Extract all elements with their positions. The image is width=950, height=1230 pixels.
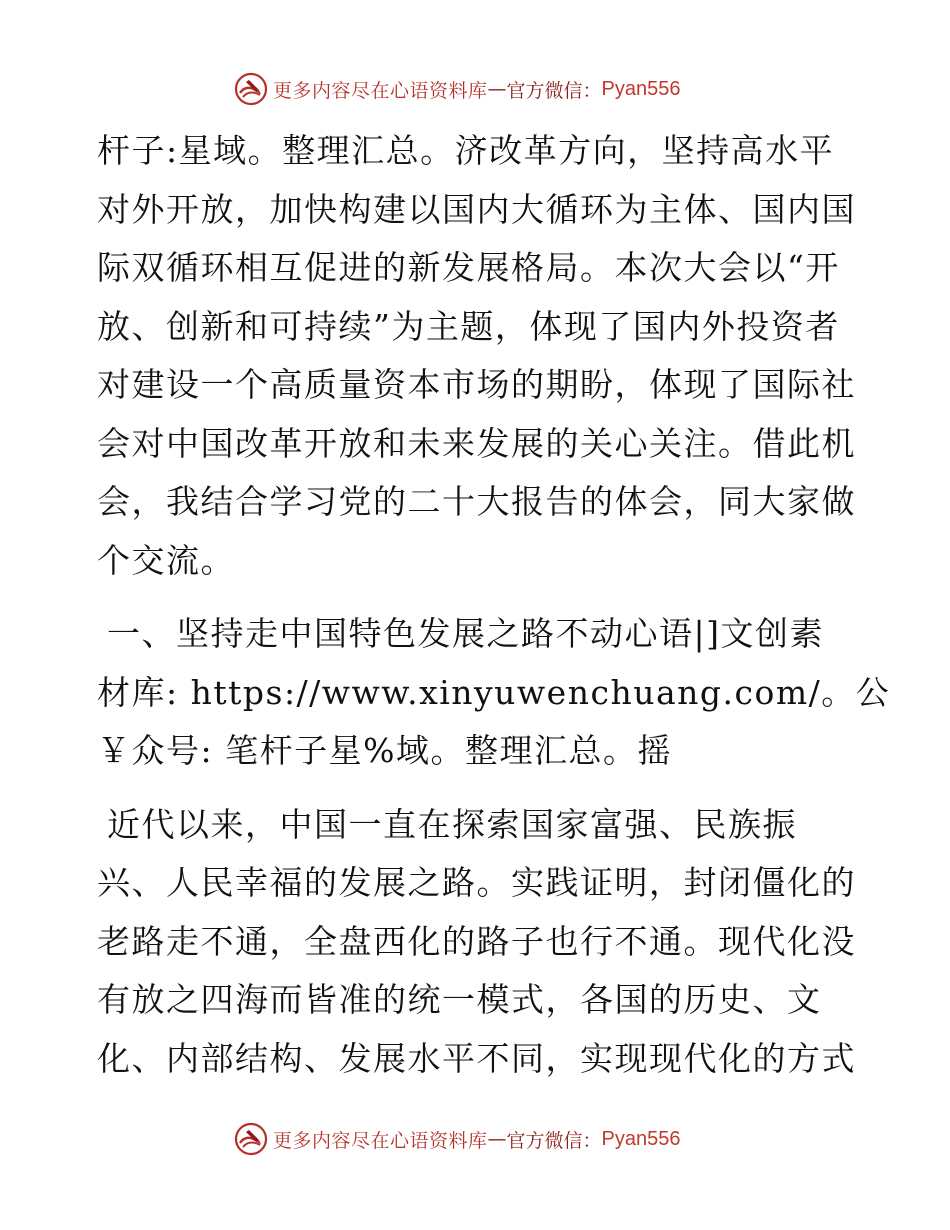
header-banner-text: 更多内容尽在心语资料库	[273, 79, 488, 102]
paragraph-2	[97, 796, 857, 1089]
paragraph-1	[97, 122, 857, 590]
paragraph-1-line: 对建设一个高质量资本市场的期盼，体现了国际社	[97, 365, 856, 404]
paragraph-1-line: 放、创新和可持续”为主题，体现了国内外投资者	[97, 306, 840, 346]
footer-wechat-id: Pyan556	[601, 1127, 681, 1150]
paragraph-1-line: 对外开放，加快构建以国内大循环为主体、国内国	[97, 189, 856, 229]
header-banner-separator: —	[487, 78, 507, 100]
logo-book-pen-icon	[233, 71, 269, 107]
paragraph-1-line: 际双循环相互促进的新发展格局。本次大会以“开	[97, 248, 840, 287]
paragraph-1-line: 会，我结合学习党的二十大报告的体会，同大家做	[97, 482, 856, 521]
footer-banner-separator: —	[487, 1128, 507, 1150]
footer-banner	[233, 1121, 681, 1157]
section-heading-line: ￥众号: 笔杆子星%域。整理汇总。摇	[97, 731, 672, 770]
document-body	[97, 122, 891, 1088]
paragraph-spacer	[97, 590, 857, 605]
paragraph-2-line: 兴、人民幸福的发展之路。实践证明，封闭僵化的	[97, 863, 856, 902]
paragraph-1-line: 个交流。	[97, 540, 235, 580]
header-wechat-id: Pyan556	[601, 77, 681, 100]
header-banner	[233, 71, 681, 107]
paragraph-2-line: 有放之四海而皆准的统一模式，各国的历史、文	[97, 980, 822, 1019]
section-heading-line: 一、坚持走中国特色发展之路不动心语|]文创素	[107, 614, 824, 653]
paragraph-1-line: 杆子:星域。整理汇总。济改革方向，坚持高水平	[97, 131, 835, 170]
paragraph-2-line: 化、内部结构、发展水平不同，实现现代化的方式	[97, 1038, 856, 1078]
section-heading-line: 材库: https://www.xinyuwenchuang.com/。公	[97, 672, 891, 712]
logo-book-pen-icon	[233, 1121, 269, 1157]
paragraph-1-line: 会对中国改革开放和未来发展的关心关注。借此机	[97, 423, 856, 463]
paragraph-2-line: 近代以来，中国一直在探索国家富强、民族振	[107, 804, 797, 844]
section-heading	[97, 605, 891, 781]
paragraph-spacer	[97, 781, 857, 796]
footer-banner-text: 更多内容尽在心语资料库	[273, 1129, 488, 1152]
footer-wechat-label: 官方微信：	[506, 1129, 602, 1152]
paragraph-2-line: 老路走不通，全盘西化的路子也行不通。现代化没	[97, 921, 856, 961]
header-wechat-label: 官方微信：	[506, 79, 602, 102]
